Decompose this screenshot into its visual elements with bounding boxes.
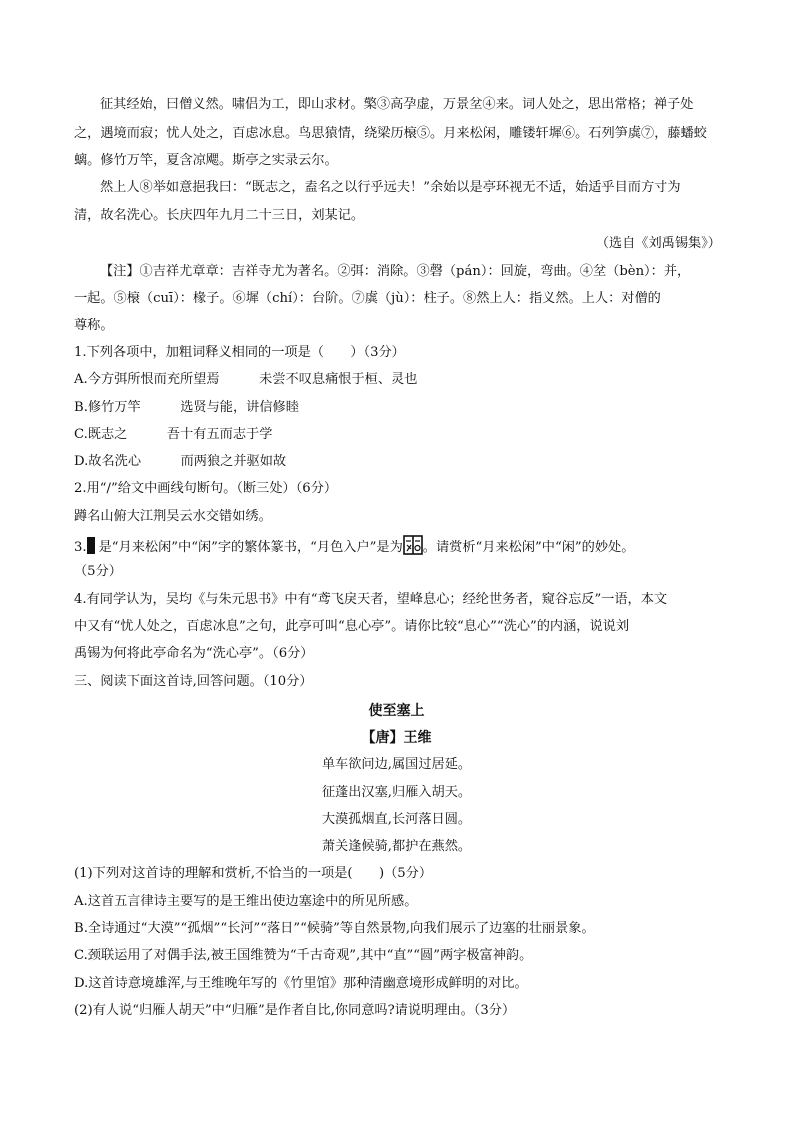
sub-question-1-option-a: A.这首五言律诗主要写的是王维出使边塞途中的所见所感。 — [74, 894, 418, 909]
sub-question-1-option-b: B.全诗通过“大漠”“孤烟”“长河”“落日”“候骑”等自然景物,向我们展示了边塞的壮丽景象。 — [74, 921, 595, 936]
passage-line: 之，遇境而寂；忧人处之，百虑冰息。鸟思猿情，绕梁历榱⑤。月来松闲，雕镂轩墀⑥。石列笋虡⑦，藤蟠蛟 — [74, 126, 707, 141]
passage-line: 然上人⑧举如意挹我曰：“既志之，盍名之以行乎远夫！”余始以是亭环视无不适，始适乎目而方寸为 — [100, 180, 681, 195]
poem-author: 【唐】王维 — [361, 730, 432, 746]
seal-script-image — [403, 535, 423, 555]
sub-question-2: (2)有人说“归雁人胡天”中“归雁”是作者自比,你同意吗?请说明理由。（3分） — [74, 1003, 516, 1018]
question-3 — [74, 535, 724, 558]
passage-line: 征其经始，曰僧义然。啸侣为工，即山求材。檠③高孕虚，万景坌④来。词人处之，思出常格；禅子处 — [100, 97, 694, 112]
section-3-heading: 三、阅读下面这首诗,回答问题。（10分） — [74, 674, 313, 689]
question-2-text: 蹲名山俯大江荆吴云水交错如绣。 — [74, 509, 272, 524]
question-1-option-c: C.既志之 吾十有五而志于学 — [74, 427, 273, 442]
question-3-score: （5分） — [74, 564, 122, 579]
passage-line: 螭。修竹万竿，夏含凉飔。斯亭之实录云尔。 — [74, 153, 338, 168]
question-2: 2.用“/”给文中画线句断句。（断三处）（6分） — [74, 481, 338, 496]
question-4-line: 4.有同学认为，吴均《与朱元思书》中有“鸢飞戾天者，望峰息心；经纶世务者，窥谷忘反”一语，本文 — [74, 592, 668, 607]
question-1-option-d: D.故名洗心 而两狼之并驱如故 — [74, 454, 287, 469]
notes-line: 尊称。 — [74, 318, 114, 333]
question-4-line: 中又有“忧人处之，百虑冰息”之句，此亭可叫“息心亭”。请你比较“息心”“洗心”的内涵，说说刘 — [74, 619, 630, 634]
notes-line: 一起。⑤榱（cuī）：椽子。⑥墀（chí）：台阶。⑦虡（jù）：柱子。⑧然上人：指义然。上人：对僧的 — [74, 291, 661, 306]
poem-line: 大漠孤烟直,长河落日圆。 — [321, 812, 472, 827]
poem-line: 征蓬出汉塞,归雁入胡天。 — [321, 785, 472, 800]
seal-script-image — [87, 537, 95, 554]
question-1-option-a: A.今方弭所恨而充所望焉 未尝不叹息痛恨于桓、灵也 — [74, 372, 418, 387]
sub-question-1: (1)下列对这首诗的理解和赏析,不恰当的一项是( )（5分） — [74, 866, 433, 881]
question-4-line: 禹锡为何将此亭命名为“洗心亭”。（6分） — [74, 646, 314, 661]
question-1-option-b: B.修竹万竿 选贤与能，讲信修睦 — [74, 400, 299, 415]
question-3-middle: 是“月来松闲”中“闲”字的繁体篆书，“月色入户”是为 — [98, 540, 403, 555]
notes-line: 【注】①吉祥尤章章：吉祥寺尤为著名。②弭：消除。③磬（pán）：回旋，弯曲。④坌（bèn）：并， — [100, 264, 691, 279]
poem-title: 使至塞上 — [368, 703, 425, 719]
question-3-number: 3. — [74, 540, 87, 555]
question-1: 1.下列各项中，加粗词释义相同的一项是（ ）（3分） — [74, 345, 405, 360]
source-citation: （选自《刘禹锡集》） — [595, 236, 721, 251]
question-3-suffix: 。请赏析“月来松闲”中“闲”的妙处。 — [422, 540, 635, 555]
poem-line: 单车欲问边,属国过居延。 — [321, 757, 472, 772]
passage-line: 清，故名洗心。长庆四年九月二十三日，刘某记。 — [74, 208, 365, 223]
sub-question-1-option-c: C.颈联运用了对偶手法,被王国维赞为“千古奇观”,其中“直”“圆”两字极富神韵。 — [74, 948, 533, 963]
poem-line: 萧关逢候骑,都护在燕然。 — [321, 839, 472, 854]
sub-question-1-option-d: D.这首诗意境雄浑,与王维晚年写的《竹里馆》那种清幽意境形成鲜明的对比。 — [74, 976, 528, 991]
